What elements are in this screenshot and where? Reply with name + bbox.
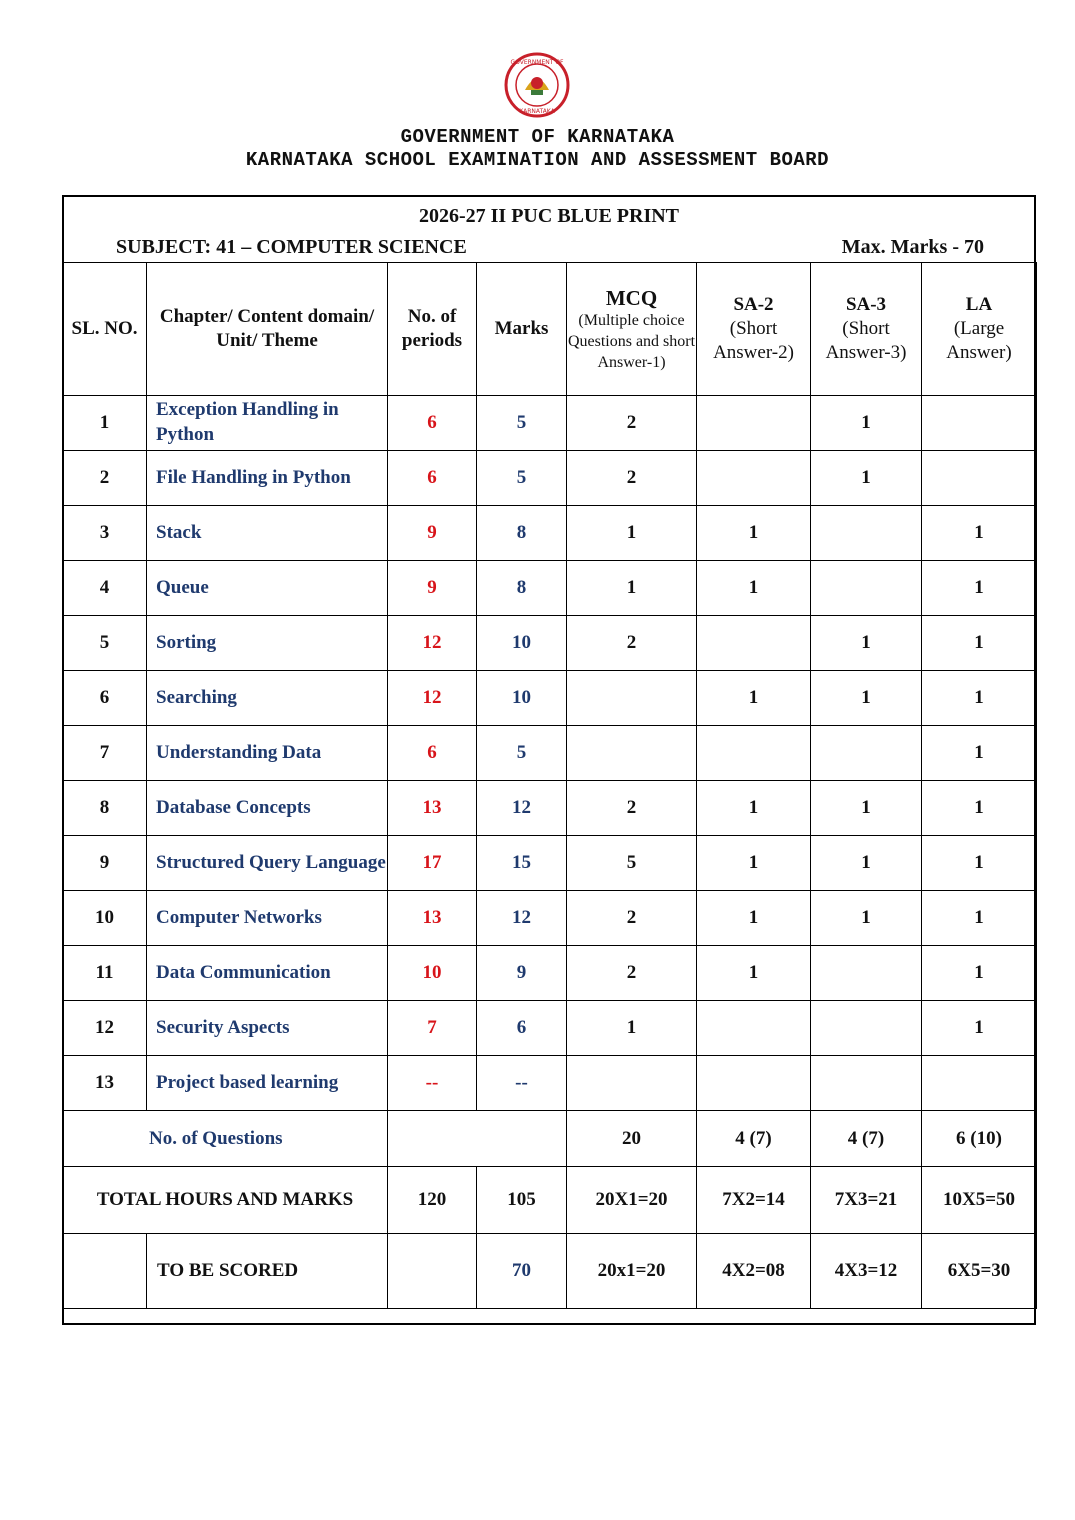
header-la-sub: (Large Answer) xyxy=(946,318,1012,363)
cell-sa2 xyxy=(697,616,811,671)
cell-chapter: Queue xyxy=(147,561,388,616)
header-marks: Marks xyxy=(477,263,567,396)
cell-periods: 7 xyxy=(388,1001,477,1056)
cell-la: 1 xyxy=(922,561,1037,616)
to-be-scored-mcq: 20x1=20 xyxy=(567,1234,697,1309)
cell-periods: 6 xyxy=(388,451,477,506)
cell-chapter: Stack xyxy=(147,506,388,561)
cell-mcq: 2 xyxy=(567,616,697,671)
cell-la: 1 xyxy=(922,506,1037,561)
karnataka-government-seal xyxy=(492,50,582,120)
header-mcq-sub: (Multiple choice Questions and short Answer-1) xyxy=(567,311,696,371)
cell-sa3 xyxy=(811,1001,922,1056)
header-mcq xyxy=(567,263,697,396)
cell-sl: 11 xyxy=(63,946,147,1001)
header-la-title: LA xyxy=(965,294,993,316)
to-be-scored-blank xyxy=(63,1234,147,1309)
cell-sa3: 1 xyxy=(811,671,922,726)
cell-la xyxy=(922,451,1037,506)
cell-mcq: 2 xyxy=(567,891,697,946)
header-chapter: Chapter/ Content domain/ Unit/ Theme xyxy=(147,263,388,396)
cell-la: 1 xyxy=(922,836,1037,891)
cell-sa2: 1 xyxy=(697,781,811,836)
cell-periods: 13 xyxy=(388,891,477,946)
num-questions-mcq: 20 xyxy=(567,1111,697,1167)
cell-sl: 9 xyxy=(63,836,147,891)
cell-la: 1 xyxy=(922,671,1037,726)
table-header-row xyxy=(63,263,1037,396)
cell-sl: 8 xyxy=(63,781,147,836)
cell-la: 1 xyxy=(922,1001,1037,1056)
header-sl: SL. NO. xyxy=(63,263,147,396)
cell-marks: 6 xyxy=(477,1001,567,1056)
cell-sl: 4 xyxy=(63,561,147,616)
cell-mcq: 2 xyxy=(567,781,697,836)
table-row xyxy=(63,616,1037,671)
cell-mcq xyxy=(567,1056,697,1111)
cell-chapter: Project based learning xyxy=(147,1056,388,1111)
cell-la xyxy=(922,1056,1037,1111)
cell-sl: 10 xyxy=(63,891,147,946)
cell-chapter: Security Aspects xyxy=(147,1001,388,1056)
cell-marks: 12 xyxy=(477,891,567,946)
table-row xyxy=(63,1001,1037,1056)
cell-sa2: 1 xyxy=(697,836,811,891)
cell-mcq xyxy=(567,726,697,781)
cell-marks: 12 xyxy=(477,781,567,836)
cell-sa3: 1 xyxy=(811,781,922,836)
header-sa2 xyxy=(697,263,811,396)
cell-marks: 9 xyxy=(477,946,567,1001)
cell-marks: -- xyxy=(477,1056,567,1111)
to-be-scored-sa3: 4X3=12 xyxy=(811,1234,922,1309)
to-be-scored-marks: 70 xyxy=(477,1234,567,1309)
cell-sa2 xyxy=(697,451,811,506)
header-sa2-sub: (Short Answer-2) xyxy=(713,318,794,363)
cell-sa3 xyxy=(811,726,922,781)
cell-chapter: Understanding Data xyxy=(147,726,388,781)
table-row xyxy=(63,561,1037,616)
cell-sl: 7 xyxy=(63,726,147,781)
cell-marks: 10 xyxy=(477,671,567,726)
cell-sa3: 1 xyxy=(811,396,922,451)
totals-periods: 120 xyxy=(388,1167,477,1234)
cell-sl: 5 xyxy=(63,616,147,671)
header-periods: No. of periods xyxy=(388,263,477,396)
subject-label: SUBJECT: 41 – COMPUTER SCIENCE xyxy=(116,236,467,258)
header-la xyxy=(922,263,1037,396)
totals-la: 10X5=50 xyxy=(922,1167,1037,1234)
cell-periods: 6 xyxy=(388,726,477,781)
cell-periods: 17 xyxy=(388,836,477,891)
to-be-scored-la: 6X5=30 xyxy=(922,1234,1037,1309)
cell-sa3 xyxy=(811,946,922,1001)
num-questions-label: No. of Questions xyxy=(63,1111,388,1167)
cell-sa2: 1 xyxy=(697,561,811,616)
cell-la: 1 xyxy=(922,781,1037,836)
cell-sa2 xyxy=(697,726,811,781)
cell-sl: 2 xyxy=(63,451,147,506)
cell-mcq: 1 xyxy=(567,1001,697,1056)
cell-sa2: 1 xyxy=(697,891,811,946)
num-questions-blank xyxy=(388,1111,567,1167)
header-sa3 xyxy=(811,263,922,396)
blueprint-table xyxy=(62,262,1037,1309)
cell-sa3 xyxy=(811,561,922,616)
to-be-scored-periods xyxy=(388,1234,477,1309)
table-row xyxy=(63,671,1037,726)
cell-sa2 xyxy=(697,1001,811,1056)
cell-mcq: 5 xyxy=(567,836,697,891)
table-row xyxy=(63,781,1037,836)
header-sa2-title: SA-2 xyxy=(733,294,774,316)
cell-sa2: 1 xyxy=(697,506,811,561)
header-mcq-title: MCQ xyxy=(605,285,658,310)
cell-periods: 12 xyxy=(388,616,477,671)
cell-mcq: 2 xyxy=(567,946,697,1001)
cell-mcq xyxy=(567,671,697,726)
num-questions-sa3: 4 (7) xyxy=(811,1111,922,1167)
cell-marks: 8 xyxy=(477,506,567,561)
cell-chapter: Searching xyxy=(147,671,388,726)
cell-marks: 8 xyxy=(477,561,567,616)
cell-marks: 5 xyxy=(477,451,567,506)
cell-chapter: File Handling in Python xyxy=(147,451,388,506)
cell-la: 1 xyxy=(922,616,1037,671)
cell-la: 1 xyxy=(922,726,1037,781)
cell-sa3: 1 xyxy=(811,616,922,671)
cell-marks: 5 xyxy=(477,396,567,451)
cell-periods: -- xyxy=(388,1056,477,1111)
table-row xyxy=(63,946,1037,1001)
cell-marks: 10 xyxy=(477,616,567,671)
table-row xyxy=(63,836,1037,891)
cell-mcq: 1 xyxy=(567,506,697,561)
cell-chapter: Exception Handling in Python xyxy=(147,396,388,451)
cell-sl: 12 xyxy=(63,1001,147,1056)
cell-periods: 10 xyxy=(388,946,477,1001)
to-be-scored-label: TO BE SCORED xyxy=(147,1234,388,1309)
board-heading: KARNATAKA SCHOOL EXAMINATION AND ASSESSMENT BOARD xyxy=(245,149,830,171)
cell-sa3: 1 xyxy=(811,836,922,891)
cell-periods: 12 xyxy=(388,671,477,726)
seal-text-bottom: KARNATAKA xyxy=(519,108,555,115)
cell-sa2 xyxy=(697,1056,811,1111)
cell-sa3 xyxy=(811,506,922,561)
cell-sa2: 1 xyxy=(697,671,811,726)
cell-mcq: 2 xyxy=(567,396,697,451)
table-row xyxy=(63,451,1037,506)
cell-la: 1 xyxy=(922,891,1037,946)
cell-marks: 5 xyxy=(477,726,567,781)
cell-chapter: Computer Networks xyxy=(147,891,388,946)
cell-sl: 3 xyxy=(63,506,147,561)
cell-mcq: 2 xyxy=(567,451,697,506)
cell-chapter: Database Concepts xyxy=(147,781,388,836)
totals-sa3: 7X3=21 xyxy=(811,1167,922,1234)
header-sa3-sub: (Short Answer-3) xyxy=(825,318,907,363)
table-row xyxy=(63,1056,1037,1111)
cell-periods: 9 xyxy=(388,506,477,561)
cell-periods: 9 xyxy=(388,561,477,616)
totals-row xyxy=(63,1167,1037,1234)
chapter-rows xyxy=(63,396,1037,1111)
to-be-scored-row xyxy=(63,1234,1037,1309)
totals-mcq: 20X1=20 xyxy=(567,1167,697,1234)
cell-la xyxy=(922,396,1037,451)
cell-sa2 xyxy=(697,396,811,451)
num-questions-sa2: 4 (7) xyxy=(697,1111,811,1167)
table-row xyxy=(63,726,1037,781)
cell-marks: 15 xyxy=(477,836,567,891)
totals-label: TOTAL HOURS AND MARKS xyxy=(63,1167,388,1234)
table-row xyxy=(63,506,1037,561)
totals-sa2: 7X2=14 xyxy=(697,1167,811,1234)
cell-chapter: Structured Query Language xyxy=(147,836,388,891)
cell-mcq: 1 xyxy=(567,561,697,616)
cell-periods: 6 xyxy=(388,396,477,451)
government-heading: GOVERNMENT OF KARNATAKA xyxy=(400,126,675,148)
table-row xyxy=(63,396,1037,451)
cell-sa3: 1 xyxy=(811,891,922,946)
blueprint-title: 2026-27 II PUC BLUE PRINT xyxy=(418,205,680,227)
table-row xyxy=(63,891,1037,946)
cell-sl: 1 xyxy=(63,396,147,451)
cell-la: 1 xyxy=(922,946,1037,1001)
cell-periods: 13 xyxy=(388,781,477,836)
to-be-scored-sa2: 4X2=08 xyxy=(697,1234,811,1309)
cell-sl: 13 xyxy=(63,1056,147,1111)
cell-chapter: Data Communication xyxy=(147,946,388,1001)
max-marks-label: Max. Marks - 70 xyxy=(841,236,984,258)
cell-sa2: 1 xyxy=(697,946,811,1001)
header-sa3-title: SA-3 xyxy=(845,294,887,316)
cell-sa3: 1 xyxy=(811,451,922,506)
num-questions-row xyxy=(63,1111,1037,1167)
cell-sl: 6 xyxy=(63,671,147,726)
seal-text-top: GOVERNMENT OF xyxy=(510,59,564,66)
totals-marks: 105 xyxy=(477,1167,567,1234)
cell-sa3 xyxy=(811,1056,922,1111)
num-questions-la: 6 (10) xyxy=(922,1111,1037,1167)
cell-chapter: Sorting xyxy=(147,616,388,671)
